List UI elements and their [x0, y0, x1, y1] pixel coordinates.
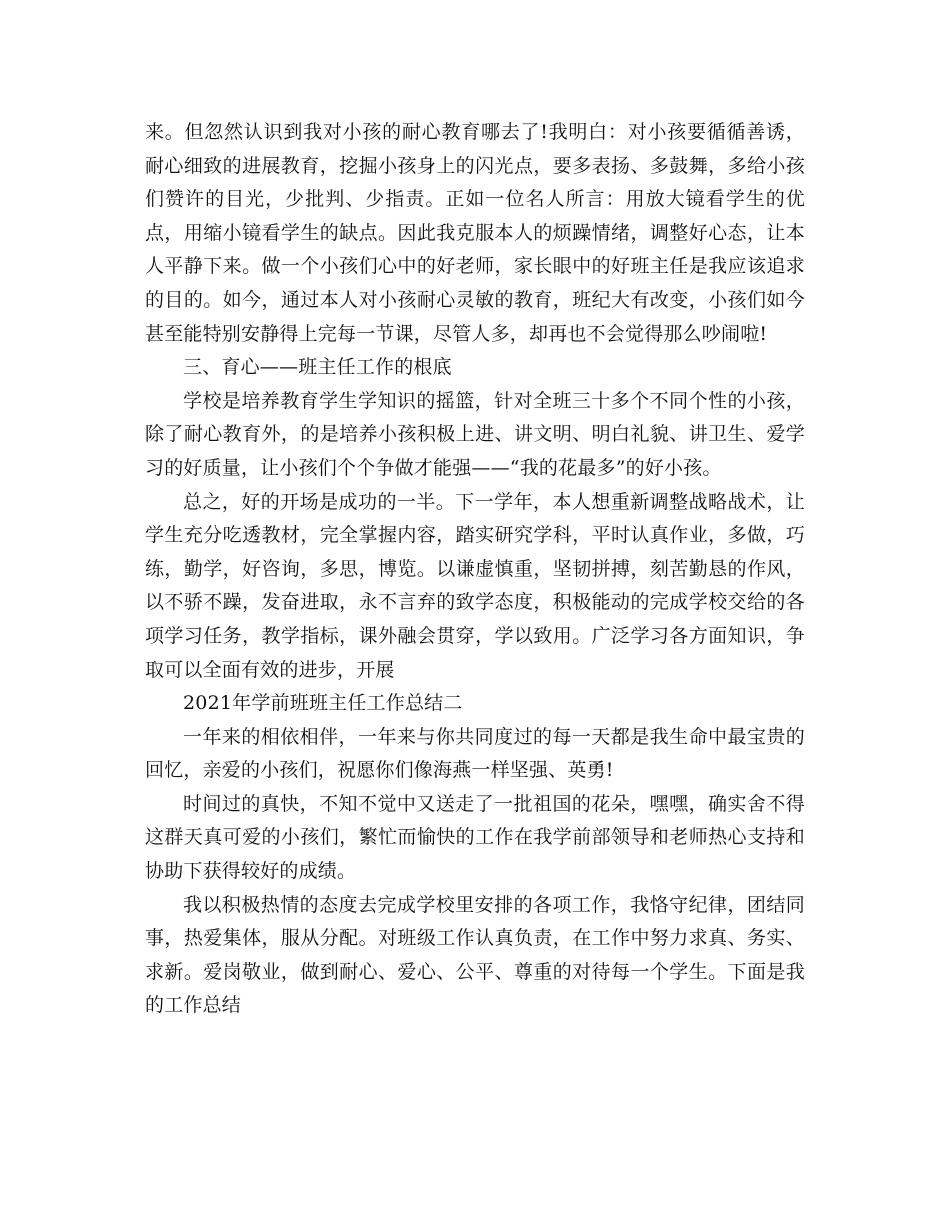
section-heading-nurture-heart: 三、育心——班主任工作的根底 [183, 356, 452, 379]
paragraph-school-cradle: 学校是培养教育学生学知识的摇篮，针对全班三十多个不同个性的小孩，除了耐心教育外，的是培养小孩积极上进、讲文明、明白礼貌、讲卫生、爱学习的好质量，让小孩们个个争做才能强——“我的花最多”的好小孩。 [145, 389, 805, 479]
subtitle-summary-two: 2021年学前班班主任工作总结二 [183, 692, 463, 715]
paragraph-work-attitude: 我以积极热情的态度去完成学校里安排的各项工作，我恪守纪律，团结同事，热爱集体，服从分配。对班级工作认真负责，在工作中努力求真、务实、求新。爱岗敬业，做到耐心、爱心、公平、尊重的对待每一个学生。下面是我的工作总结 [145, 893, 805, 1017]
paragraph-continuation: 来。但忽然认识到我对小孩的耐心教育哪去了!我明白：对小孩要循循善诱，耐心细致的进展教育，挖掘小孩身上的闪光点，要多表扬、多鼓舞，多给小孩们赞许的目光，少批判、少指责。正如一位名人所言：用放大镜看学生的优点，用缩小镜看学生的缺点。因此我克服本人的烦躁情绪，调整好心态，让本人平静下来。做一个小孩们心中的好老师，家长眼中的好班主任是我应该追求的目的。如今，通过本人对小孩耐心灵敏的教育，班纪大有改变，小孩们如今甚至能特别安静得上完每一节课，尽管人多，却再也不会觉得那么吵闹啦! [145, 121, 805, 345]
document-body [145, 116, 805, 1023]
paragraph-time-flies: 时间过的真快，不知不觉中又送走了一批祖国的花朵，嘿嘿，确实舍不得这群天真可爱的小孩们，繁忙而愉快的工作在我学前部领导和老师热心支持和协助下获得较好的成绩。 [145, 792, 805, 883]
paragraph-year-together: 一年来的相依相伴，一年来与你共同度过的每一天都是我生命中最宝贵的回忆，亲爱的小孩们，祝愿你们像海燕一样坚强、英勇! [145, 725, 805, 782]
paragraph-summary-plan: 总之，好的开场是成功的一半。下一学年，本人想重新调整战略战术，让学生充分吃透教材，完全掌握内容，踏实研究学科，平时认真作业，多做，巧练，勤学，好咨询，多思，博览。以谦虚慎重，坚韧拼搏，刻苦勤恳的作风，以不骄不躁，发奋进取，永不言弃的致学态度，积极能动的完成学校交给的各项学习任务，教学指标，课外融会贯穿，学以致用。广泛学习各方面知识，争取可以全面有效的进步，开展 [145, 490, 805, 681]
